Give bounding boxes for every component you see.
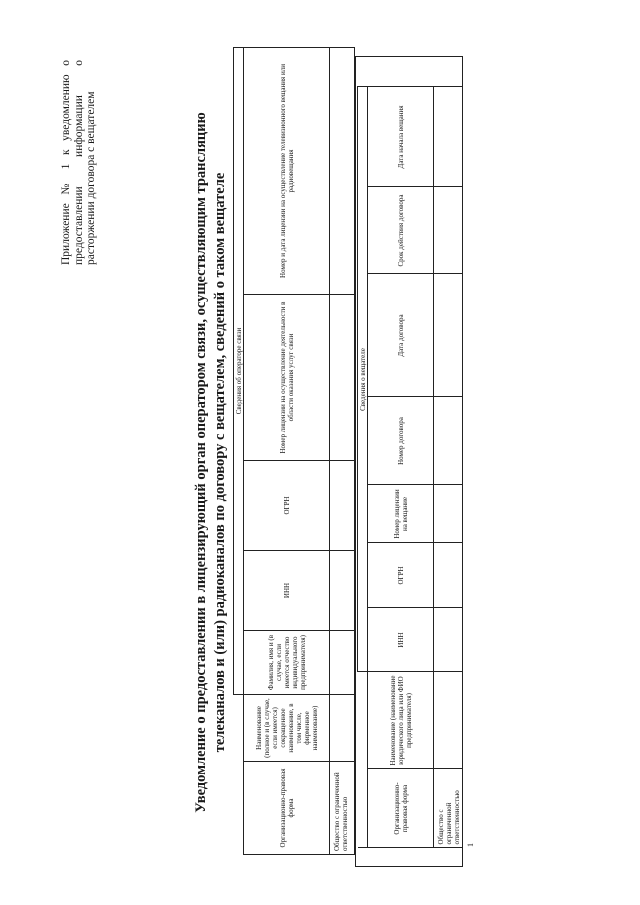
- data-cell: [330, 295, 355, 461]
- header-cell: Номер лицензии на осуществление деятельности в области оказания услуг связи: [244, 295, 330, 461]
- data-cell: [434, 485, 463, 543]
- broadcaster-info-caption: Сведения о вещателе: [358, 87, 368, 672]
- data-cell: [434, 397, 463, 485]
- header-cell: Номер договора: [368, 397, 434, 485]
- document-title: [192, 55, 230, 870]
- header-cell: Фамилия, имя и (в случае, если имеется отчество индивидуального предпринимателя): [244, 631, 330, 695]
- header-cell: Наименование (полное и (в случае, если имеется) сокращенное наименование, в том числе, фирменное наименование): [244, 695, 330, 762]
- data-cell: [330, 461, 355, 551]
- header-cell: ОГРН: [244, 461, 330, 551]
- data-cell: [330, 631, 355, 695]
- data-cell: Общество с ограниченной ответственностью: [330, 762, 355, 855]
- broadcaster-info-table: [357, 58, 463, 865]
- data-cell: [434, 672, 463, 769]
- data-cell: [330, 47, 355, 294]
- data-cell: Общество с ограниченной ответственностью: [434, 769, 463, 848]
- header-cell: Наименование (наименование юридического лица или ФИО предпринимателя): [368, 672, 434, 769]
- data-cell: [434, 87, 463, 187]
- data-cell: [434, 274, 463, 397]
- operator-info-table: [233, 47, 355, 855]
- header-cell: Дата начала вещания: [368, 87, 434, 187]
- header-cell: ОГРН: [368, 543, 434, 608]
- header-cell: ИНН: [368, 608, 434, 672]
- appendix-note: Приложение № 1 к уведомлению о предоставлении информации о расторжении договора с вещателем: [60, 60, 97, 265]
- data-cell: [330, 695, 355, 762]
- header-cell: Срок действия договора: [368, 187, 434, 274]
- header-cell: ИНН: [244, 551, 330, 631]
- title-line-1: Уведомление о предоставлении в лицензирующий орган оператором связи, осуществляющим трансляцию: [193, 112, 209, 813]
- header-cell: Дата договора: [368, 274, 434, 397]
- data-cell: [434, 187, 463, 274]
- data-cell: [434, 608, 463, 672]
- header-cell: Организационно-правовая форма: [244, 762, 330, 855]
- operator-info-caption: Сведения об операторе связи: [234, 47, 244, 694]
- header-cell: Организационно-правовая форма: [368, 769, 434, 848]
- data-cell: [434, 543, 463, 608]
- header-cell: Номер и дата лицензии на осуществление телевизионного вещания или радиовещания: [244, 47, 330, 294]
- header-cell: Номер лицензии на вещание: [368, 485, 434, 543]
- title-line-2: телеканалов и (или) радиоканалов по договору с вещателем, сведений о таком вещателе: [212, 172, 228, 753]
- footer-mark: 1: [466, 843, 475, 847]
- data-cell: [330, 551, 355, 631]
